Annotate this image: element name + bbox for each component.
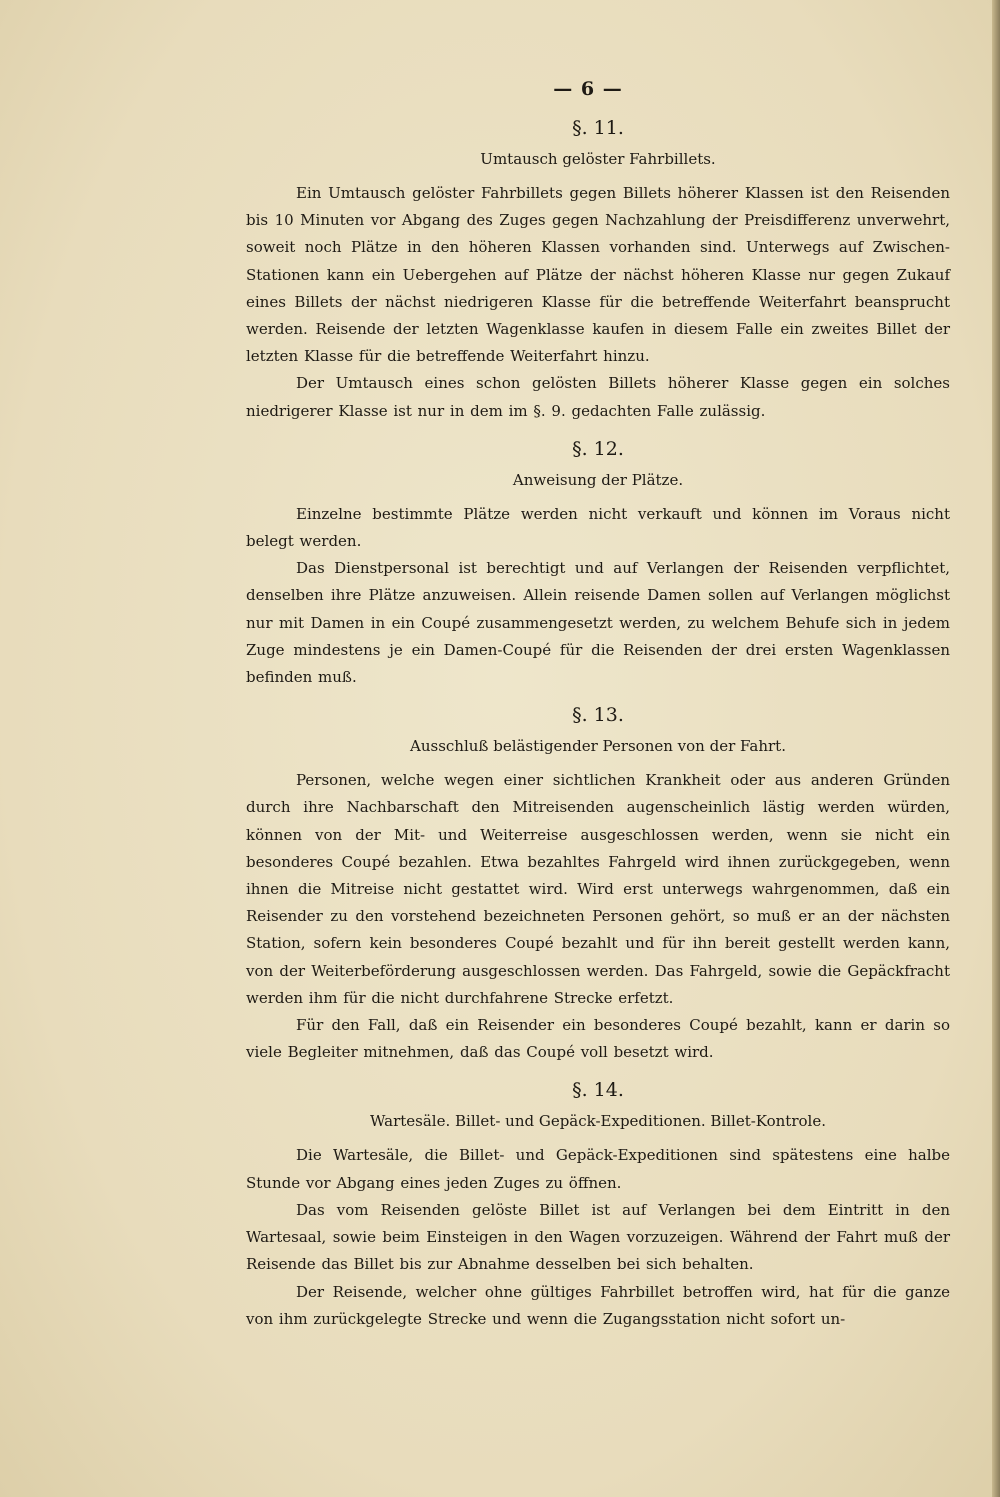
- section-heading: Anweisung der Plätze.: [512, 470, 684, 489]
- section-number: §. 12.: [572, 437, 624, 460]
- section-14: [246, 1074, 950, 1332]
- page-number: — 6 —: [553, 78, 623, 100]
- page-edge-shadow: [992, 0, 1000, 1497]
- section-heading: Umtausch gelöster Fahrbillets.: [480, 150, 716, 168]
- page-body: [246, 112, 950, 1341]
- section-heading: Wartesäle. Billet- und Gepäck-Expeditionen. Billet-Kontrole.: [370, 1112, 826, 1131]
- section-number: §. 11.: [572, 117, 624, 139]
- paragraph: Personen, welche wegen einer sichtlichen Krankheit oder aus anderen Gründen durch ihre Nachbarschaft den Mitreisenden augenscheinlich lästig werden würden, können von der Mit- und Weiterreise ausgeschlossen werden, wenn sie nicht ein besonderes Coupé bezahlen. Etwa bezahltes Fahrgeld wird ihnen zurückgegeben, wenn ihnen die Mitreise nicht gestattet wird. Wird erst unterwegs wahrgenommen, daß ein Reisender zu den vorstehend bezeichneten Personen gehört, so muß er an der nächsten Station, sofern kein besonderes Coupé bezahlt und für ihn bereit gestellt werden kann, von der Weiterbeförderung ausgeschlossen werden. Das Fahrgeld, sowie die Gepäckfracht werden ihm für die nicht durchfahrene Strecke erfetzt.: [246, 771, 950, 1007]
- paragraph: Für den Fall, daß ein Reisender ein besonderes Coupé bezahlt, kann er darin so viele Begleiter mitnehmen, daß das Coupé voll besetzt wird.: [246, 1016, 950, 1062]
- section-number: §. 14.: [572, 1079, 624, 1102]
- paragraph: Der Umtausch eines schon gelösten Billets höherer Klasse gegen ein solches niedrigerer Klasse ist nur in dem im §. 9. gedachten Falle zulässig.: [246, 374, 950, 420]
- section-13: [246, 699, 950, 1066]
- section-heading: Ausschluß belästigender Personen von der Fahrt.: [410, 737, 786, 756]
- paragraph: Das Dienstpersonal ist berechtigt und auf Verlangen der Reisenden verpflichtet, denselben ihre Plätze anzuweisen. Allein reisende Damen sollen auf Verlangen möglichst nur mit Damen in ein Coupé zusammengesetzt werden, zu welchem Behufe sich in jedem Zuge mindestens je ein Damen-Coupé für die Reisenden der drei ersten Wagenklassen befinden muß.: [246, 559, 950, 687]
- paragraph: Ein Umtausch gelöster Fahrbillets gegen Billets höherer Klassen ist den Reisenden bis 10 Minuten vor Abgang des Zuges gegen Nachzahlung der Preisdifferenz unverwehrt, soweit noch Plätze in den höheren Klassen vorhanden sind. Unterwegs auf Zwischen-Stationen kann ein Uebergehen auf Plätze der nächst höheren Klasse nur gegen Zukauf eines Billets der nächst niedrigeren Klasse für die betreffende Weiterfahrt beansprucht werden. Reisende der letzten Wagenklasse kaufen in diesem Falle ein zweites Billet der letzten Klasse für die betreffende Weiterfahrt hinzu.: [246, 184, 950, 366]
- paragraph: Einzelne bestimmte Plätze werden nicht verkauft und können im Voraus nicht belegt werden.: [246, 504, 950, 551]
- section-12: [246, 433, 950, 691]
- section-number: §. 13.: [572, 704, 624, 727]
- paragraph: Das vom Reisenden gelöste Billet ist auf Verlangen bei dem Eintritt in den Wartesaal, sowie beim Einsteigen in den Wagen vorzuzeigen. Während der Fahrt muß der Reisende das Billet bis zur Abnahme desselben bei sich behalten.: [246, 1200, 950, 1274]
- section-11: [246, 112, 950, 425]
- paragraph: Die Wartesäle, die Billet- und Gepäck-Expeditionen sind spätestens eine halbe Stunde vor Abgang eines jeden Zuges zu öffnen.: [246, 1146, 950, 1192]
- paragraph: Der Reisende, welcher ohne gültiges Fahrbillet betroffen wird, hat für die ganze von ihm zurückgelegte Strecke und wenn die Zugangsstation nicht sofort un-: [246, 1282, 950, 1328]
